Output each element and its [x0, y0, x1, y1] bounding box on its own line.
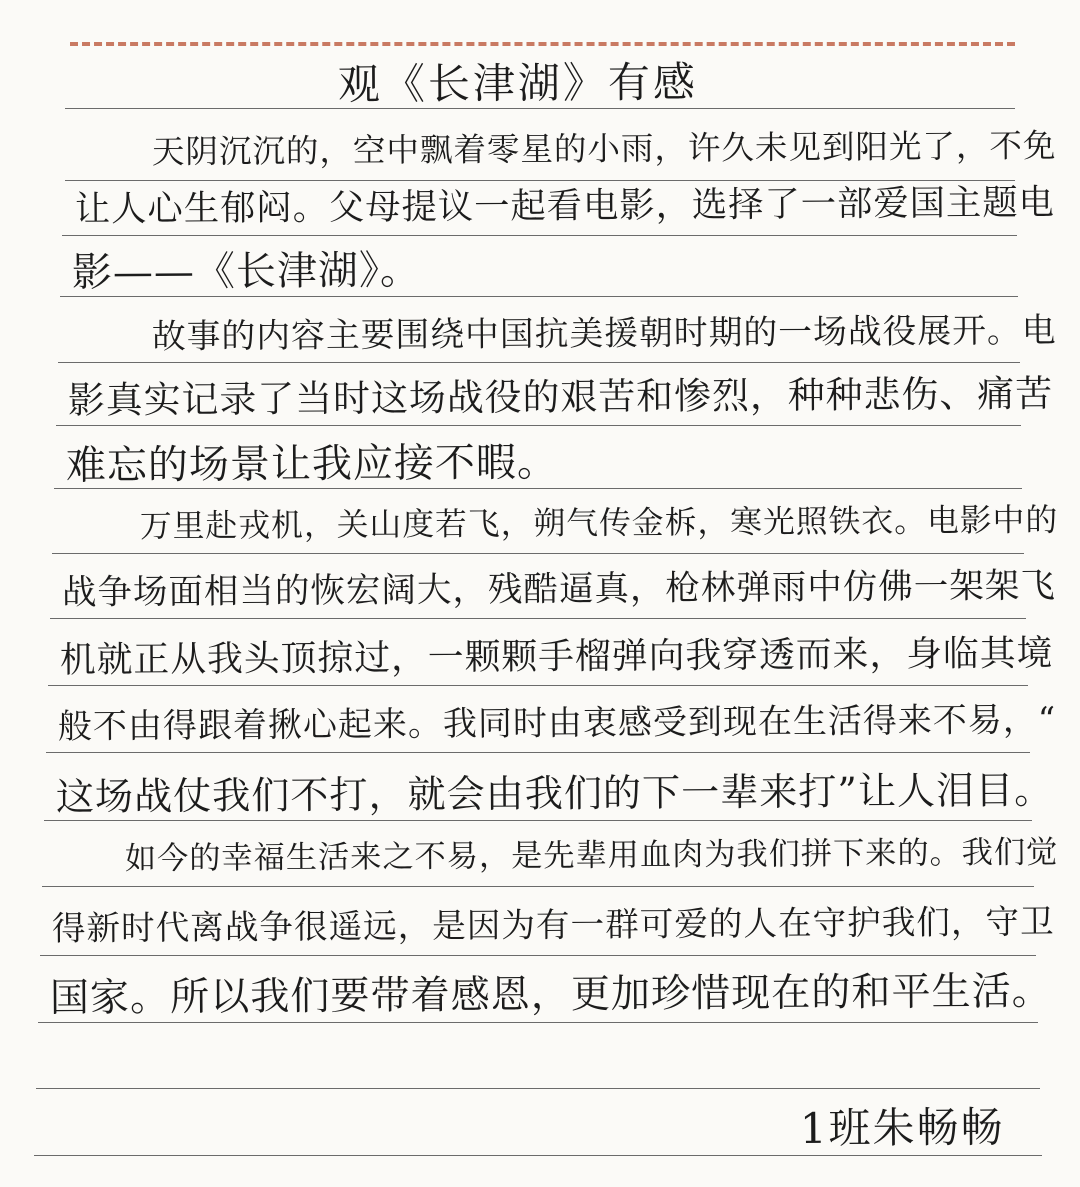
- essay-line: 这场战仗我们不打，就会由我们的下一辈来打”让人泪目。: [55, 768, 1054, 819]
- essay-line: 影——《长津湖》。: [71, 247, 422, 296]
- essay-line: 得新时代离战争很遥远，是因为有一群可爱的人在守护我们，守卫: [51, 902, 1055, 948]
- essay-line: 国家。所以我们要带着感恩，更加珍惜现在的和平生活。: [49, 969, 1052, 1021]
- ruled-line: [54, 488, 1022, 489]
- ruled-line: [65, 108, 1015, 109]
- ruled-line: [48, 685, 1028, 686]
- ruled-line: [65, 180, 1015, 181]
- essay-line: 影真实记录了当时这场战役的艰苦和惨烈，种种悲伤、痛苦: [67, 372, 1054, 422]
- essay-line: 机就正从我头顶掠过，一颗颗手榴弹向我穿透而来，身临其境: [59, 633, 1054, 681]
- top-dashed-rule: [70, 42, 1015, 46]
- ruled-line: [34, 1155, 1042, 1156]
- essay-line: 天阴沉沉的，空中飘着零星的小雨，许久未见到阳光了，不免: [151, 126, 1057, 171]
- essay-line: 如今的幸福生活来之不易，是先辈用血肉为我们拼下来的。我们觉: [124, 834, 1059, 877]
- ruled-line: [42, 886, 1034, 887]
- essay-line: 故事的内容主要围绕中国抗美援朝时期的一场战役展开。电: [151, 310, 1057, 356]
- essay-line: 般不由得跟着揪心起来。我同时由衷感受到现在生活得来不易，“: [57, 700, 1057, 747]
- essay-line: 难忘的场景让我应接不暇。: [65, 439, 559, 489]
- ruled-line: [36, 1088, 1040, 1089]
- ruled-line: [58, 362, 1020, 363]
- essay-title: 观《长津湖》有感: [337, 57, 699, 109]
- essay-line: 让人心生郁闷。父母提议一起看电影，选择了一部爱国主题电: [74, 182, 1056, 230]
- ruled-line: [40, 955, 1036, 956]
- ruled-line: [60, 296, 1018, 297]
- ruled-line: [46, 752, 1030, 753]
- ruled-line: [62, 235, 1017, 236]
- ruled-line: [38, 1022, 1038, 1023]
- essay-line: 万里赴戎机，关山度若飞，朔气传金柝，寒光照铁衣。电影中的: [139, 501, 1059, 545]
- essay-line: 战争场面相当的恢宏阔大，残酷逼真，枪林弹雨中仿佛一架架飞: [61, 566, 1056, 613]
- ruled-line: [52, 553, 1024, 554]
- author-signature: 1班朱畅畅: [799, 1102, 1005, 1153]
- ruled-line: [56, 425, 1021, 426]
- ruled-line: [44, 820, 1032, 821]
- ruled-line: [50, 618, 1026, 619]
